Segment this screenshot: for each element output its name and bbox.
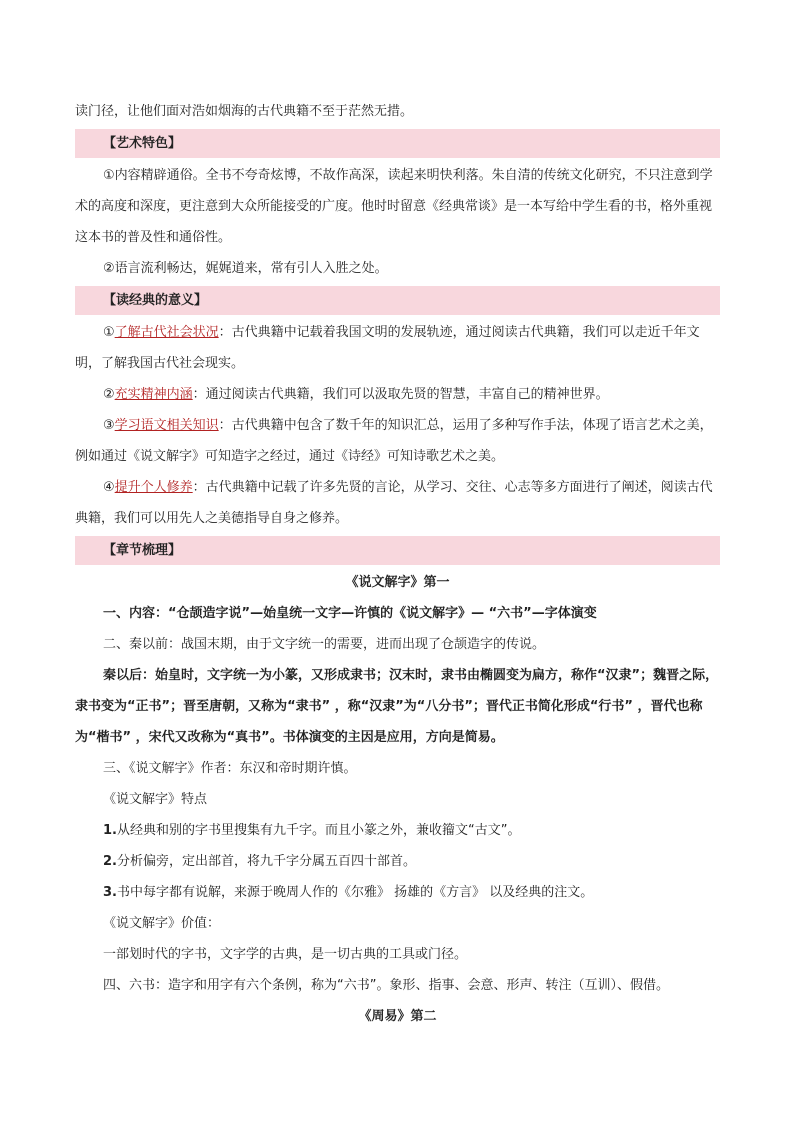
features-title: 《说文解字》特点	[103, 792, 208, 807]
feature-number: 1.	[103, 823, 117, 838]
post-qin-conclusion: 书体演变的主因是应用，方向是简易。	[282, 730, 504, 745]
post-qin-paragraph	[75, 660, 720, 753]
art-features-paragraph-2: ②语言流利畅达，娓娓道来，常有引人入胜之处。	[103, 261, 388, 276]
meaning-item-prefix: ①	[103, 325, 115, 340]
art-features-paragraph-1: ①内容精辟通俗。全书不夸奇炫博，不故作高深，读起来明快利落。朱自清的传统文化研究，不只注意到学术的高度和深度，更注意到大众所能接受的广度。他时时留意《经典常谈》是一本写给中学生看的书，格外重视这本书的普及性和通俗性。	[75, 168, 713, 245]
document-page	[75, 96, 720, 1032]
reading-meaning-heading: 【读经典的意义】	[75, 286, 720, 315]
feature-item	[75, 815, 720, 846]
chapter-1-title: 《说文解字》第一	[345, 575, 450, 590]
meaning-item-prefix: ③	[103, 418, 115, 433]
meaning-item	[75, 472, 720, 534]
feature-item	[75, 846, 720, 877]
feature-text: 书中每字都有说解，来源于晚周人作的《尔雅》 扬雄的《方言》 以及经典的注文。	[116, 885, 594, 900]
meaning-item-prefix: ④	[103, 480, 115, 495]
pre-qin-line: 二、秦以前：战国末期，由于文字统一的需要，进而出现了仓颉造字的传说。	[103, 637, 546, 652]
art-features-heading: 【艺术特色】	[75, 129, 720, 158]
meaning-item-key-link[interactable]: 提升个人修养	[114, 480, 193, 495]
meaning-item-text: ：古代典籍中记载了许多先贤的言论，从学习、交往、心志等多方面进行了阐述，阅读古代典籍，我们可以用先人之美德指导自身之修养。	[75, 480, 713, 526]
feature-text: 分析偏旁，定出部首，将九千字分属五百四十部首。	[116, 854, 416, 869]
six-scripts-line: 四、六书：造字和用字有六个条例，称为“六书”。象形、指事、会意、形声、转注（互训）、假借。	[103, 978, 669, 993]
meaning-item-text: ：古代典籍中包含了数千年的知识汇总，运用了多种写作手法，体现了语言艺术之美，例如通过《说文解字》可知造字之经过，通过《诗经》可知诗歌艺术之美。	[75, 418, 713, 464]
feature-number: 2.	[103, 854, 117, 869]
meaning-item-key-link[interactable]: 学习语文相关知识	[114, 418, 219, 433]
intro-tail-paragraph: 读门径，让他们面对浩如烟海的古代典籍不至于茫然无措。	[75, 104, 414, 119]
chapter-outline-heading: 【章节梳理】	[75, 536, 720, 565]
post-qin-bold-text: 秦以后：始皇时，文字统一为小篆，又形成隶书；汉末时，隶书由椭圆变为扁方，称作“汉隶”；魏晋之际， 隶书变为“正书”；晋至唐朝，又称为“隶书” ，称“汉隶”为“八分书”；晋代正书简化形成“行书” ，晋代也称为“楷书” ，宋代又改称为“真书”。	[75, 668, 719, 745]
meaning-item	[75, 410, 720, 472]
author-line: 三、《说文解字》作者：东汉和帝时期许慎。	[103, 761, 357, 776]
meaning-item	[75, 379, 720, 410]
feature-number: 3.	[103, 885, 117, 900]
content-line: 一、内容：“仓颉造字说”—始皇统一文字—许慎的《说文解字》— “六书”—字体演变	[103, 606, 597, 621]
meaning-item-key-link[interactable]: 了解古代社会状况	[114, 325, 219, 340]
meaning-item-text: ：古代典籍中记载着我国文明的发展轨迹，通过阅读古代典籍，我们可以走近千年文明，了解我国古代社会现实。	[75, 325, 700, 371]
meaning-item-key-link[interactable]: 充实精神内涵	[114, 387, 193, 402]
meaning-item-prefix: ②	[103, 387, 115, 402]
value-text: 一部划时代的字书，文字学的古典，是一切古典的工具或门径。	[103, 947, 468, 962]
feature-text: 从经典和别的字书里搜集有九千字。而且小篆之外，兼收籀文“古文”。	[116, 823, 521, 838]
meaning-item	[75, 317, 720, 379]
chapter-2-title: 《周易》第二	[358, 1009, 437, 1024]
meaning-item-text: ：通过阅读古代典籍，我们可以汲取先贤的智慧，丰富自己的精神世界。	[192, 387, 609, 402]
feature-item	[75, 877, 720, 908]
value-title: 《说文解字》价值：	[103, 916, 221, 931]
